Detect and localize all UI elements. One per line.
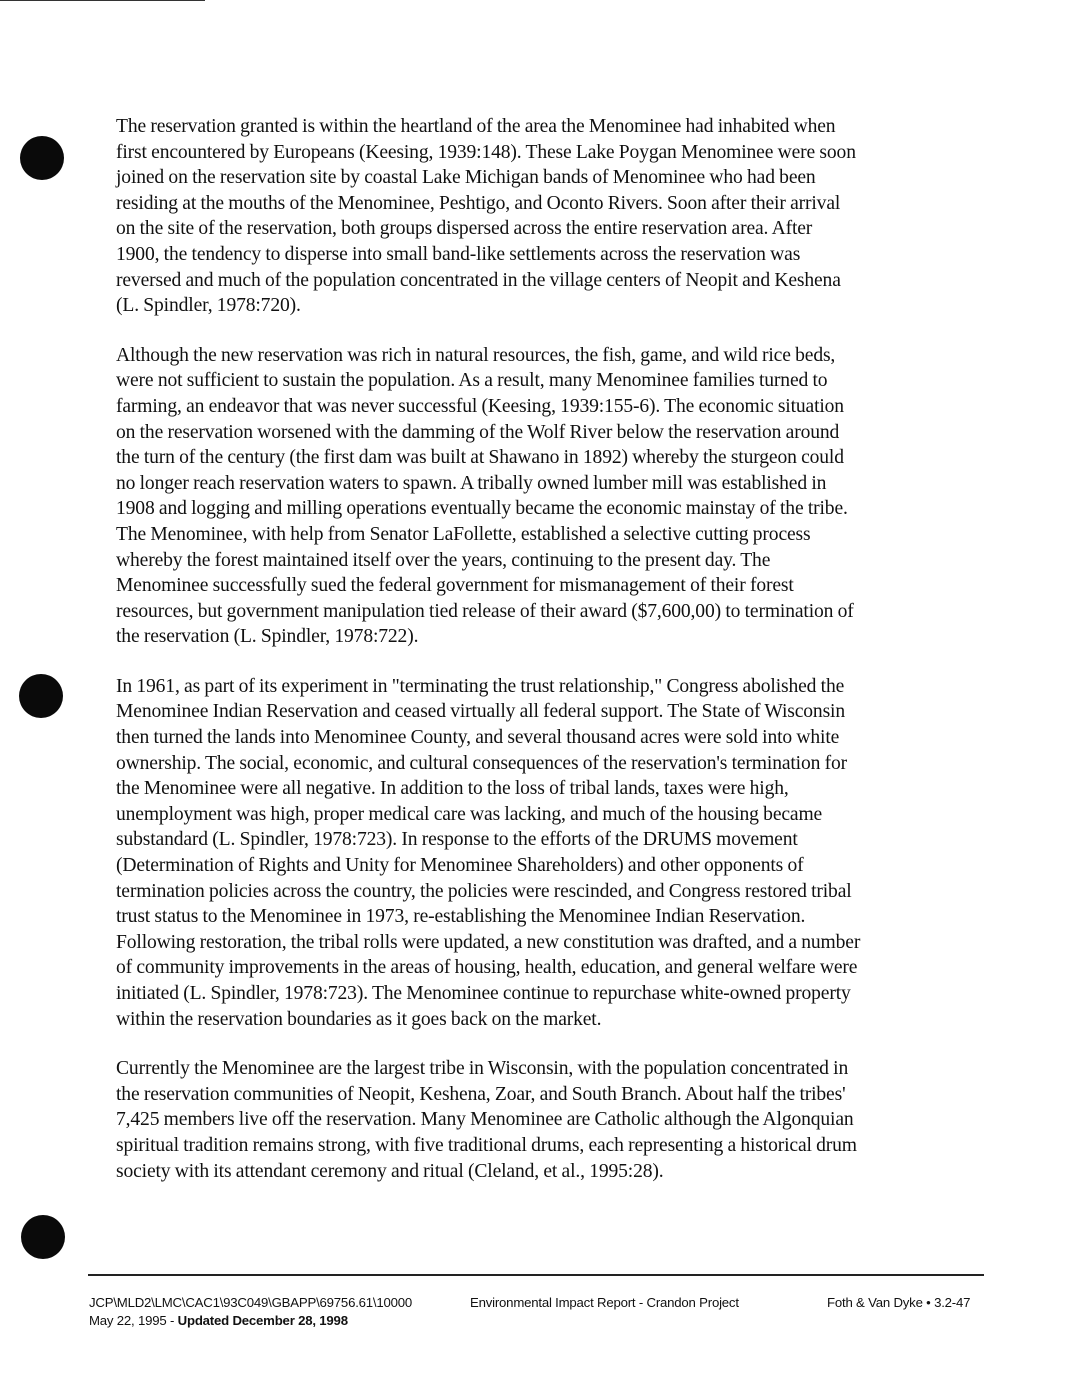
footer-date-original: May 22, 1995 -	[89, 1313, 178, 1328]
footer-company: Foth & Van Dyke	[827, 1295, 923, 1310]
binder-punch-hole	[20, 136, 64, 180]
footer-report-title: Environmental Impact Report - Crandon Project	[470, 1295, 739, 1310]
top-edge-rule	[0, 0, 205, 1]
paragraph-current-population: Currently the Menominee are the largest tribe in Wisconsin, with the population concentrated in the reservation communities of Neopit, Keshena, Zoar, and South Branch. About half the tribes' 7,425 members live off the reservation. Many Menominee are Catholic although the Algonquian spiritual tradition remains strong, with five traditional drums, each representing a historical drum society with its attendant ceremony and ritual (Cleland, et al., 1995:28).	[116, 1058, 857, 1182]
footer-left	[89, 1294, 412, 1330]
paragraph-reservation-granted: The reservation granted is within the heartland of the area the Menominee had inhabited when first encountered by Europeans (Keesing, 1939:148). These Lake Poygan Menominee were soon joined on the reservation site by coastal Lake Michigan bands of Menominee who had been residing at the mouths of the Menominee, Peshtigo, and Oconto Rivers. Soon after their arrival on the site of the reservation, both groups dispersed across the entire reservation area. After 1900, the tendency to disperse into small band-like settlements across the reservation was reversed and much of the population concentrated in the village centers of Neopit and Keshena (L. Spindler, 1978:720).	[116, 116, 856, 317]
binder-punch-hole	[21, 1215, 65, 1259]
paragraph-termination-1961: In 1961, as part of its experiment in "terminating the trust relationship," Congress abolished the Menominee Indian Reservation and ceased virtually all federal support. The State of Wisconsin then turned the lands into Menominee County, and several thousand acres were sold into white ownership. The social, economic, and cultural consequences of the reservation's termination for the Menominee were all negative. In addition to the loss of tribal lands, taxes were high, unemployment was high, proper medical care was lacking, and much of the housing became substandard (L. Spindler, 1978:723). In response to the efforts of the DRUMS movement (Determination of Rights and Unity for Menominee Shareholders) and other opponents of termination policies across the country, the policies were rescinded, and Congress restored tribal trust status to the Menominee in 1973, re-establishing the Menominee Indian Reservation. Following restoration, the tribal rolls were updated, a new constitution was drafted, and a number of community improvements in the areas of housing, health, education, and general welfare were initiated (L. Spindler, 1978:723). The Menominee continue to repurchase white-owned property within the reservation boundaries as it goes back on the market.	[116, 675, 861, 1030]
document-body	[116, 114, 956, 1208]
footer-date	[89, 1312, 412, 1330]
footer-company-page: Foth & Van Dyke • 3.2-47	[827, 1295, 971, 1310]
footer-divider	[88, 1274, 984, 1276]
footer-page-number: 3.2-47	[934, 1295, 971, 1310]
footer-center	[470, 1294, 739, 1312]
paragraph-natural-resources: Although the new reservation was rich in natural resources, the fish, game, and wild rice beds, were not sufficient to sustain the population. As a result, many Menominee families turned to farming, an endeavor that was never successful (Keesing, 1939:155-6). The economic situation on the reservation worsened with the damming of the Wolf River below the reservation around the turn of the century (the first dam was built at Shawano in 1892) whereby the sturgeon could no longer reach reservation waters to spawn. A tribally owned lumber mill was established in 1908 and logging and milling operations eventually became the economic mainstay of the tribe. The Menominee, with help from Senator LaFollette, established a selective cutting process whereby the forest maintained itself over the years, continuing to the present day. The Menominee successfully sued the federal government for mismanagement of their forest resources, but government manipulation tied release of their award ($7,600,00) to termination of the reservation (L. Spindler, 1978:722).	[116, 344, 854, 648]
binder-punch-hole	[19, 674, 63, 718]
footer-file-path: JCP\MLD2\LMC\CAC1\93C049\GBAPP\69756.61\10000	[89, 1295, 413, 1310]
footer-date-updated: Updated December 28, 1998	[177, 1313, 348, 1328]
footer-right	[827, 1294, 970, 1312]
